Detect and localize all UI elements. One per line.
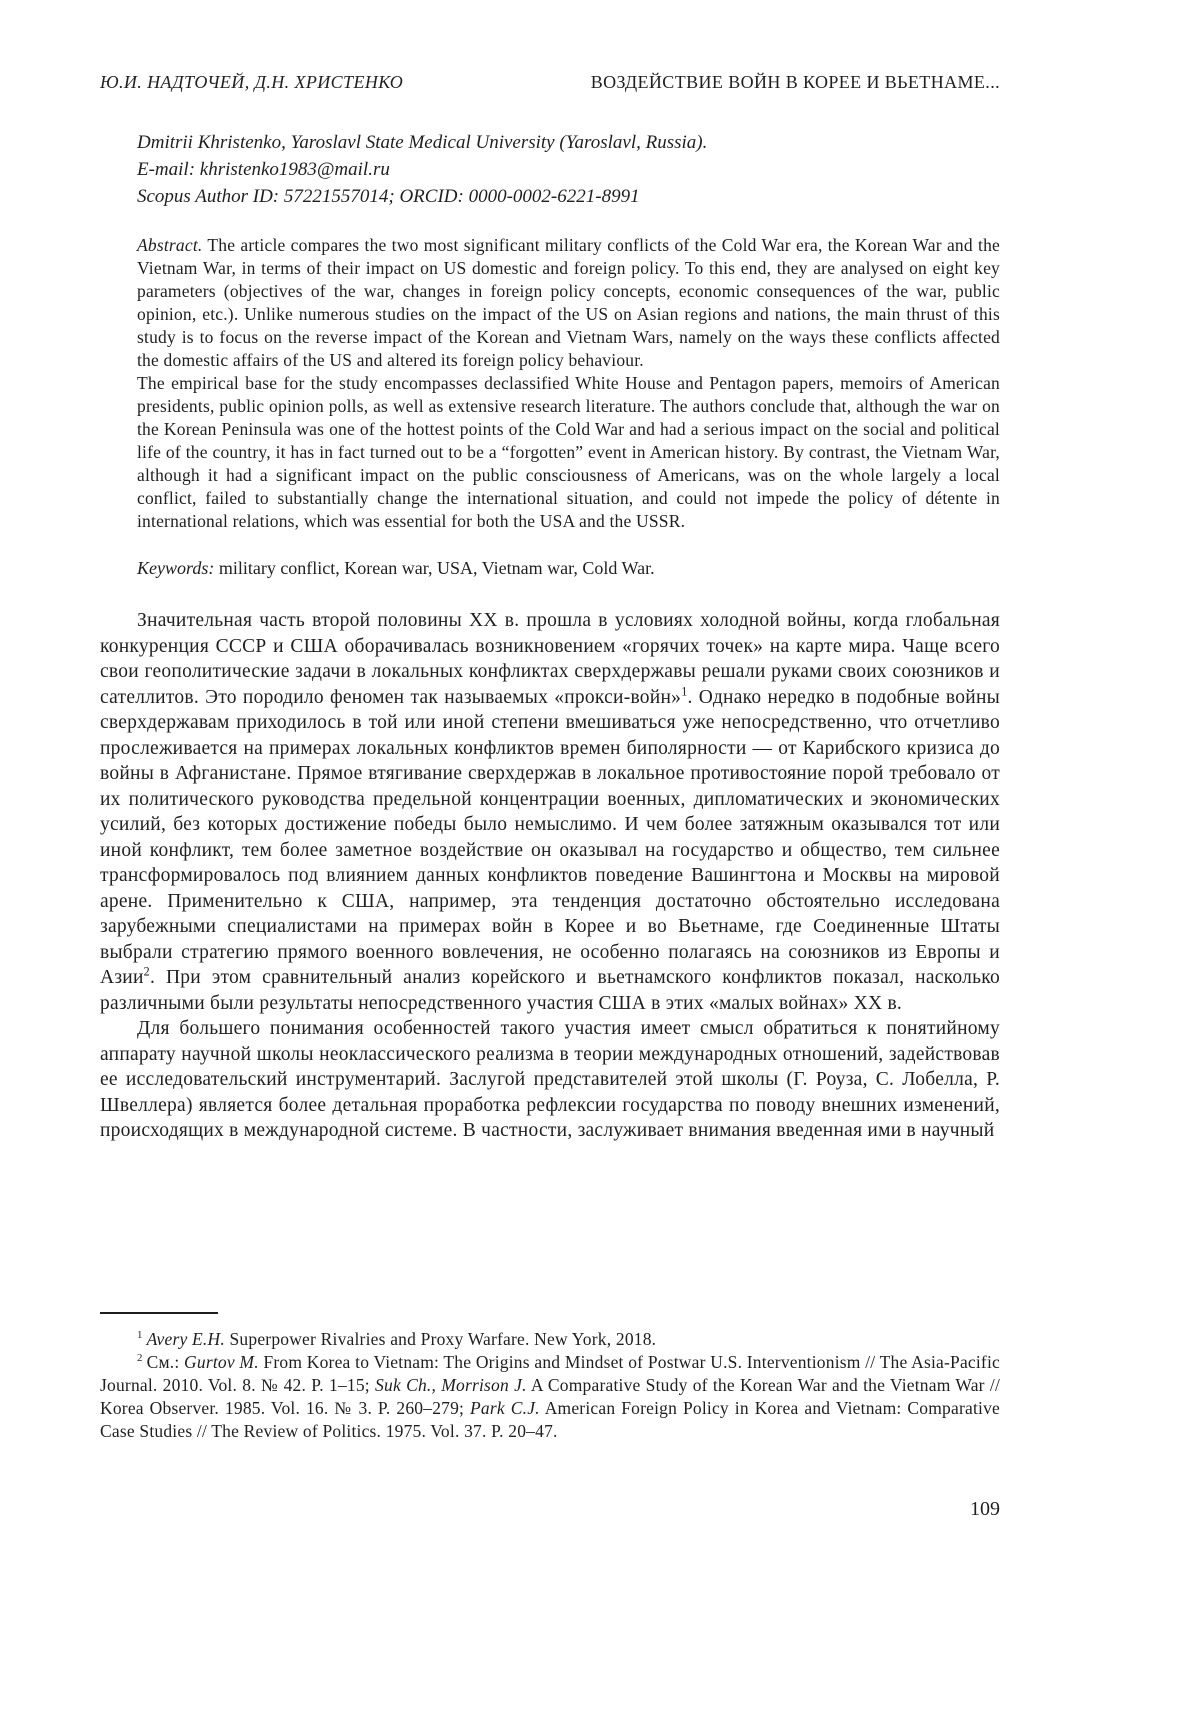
footnote-2-pre: См.: xyxy=(146,1352,185,1372)
keywords-text: military conflict, Korean war, USA, Vietnam war, Cold War. xyxy=(214,558,655,578)
author-affiliation xyxy=(137,129,1000,210)
footnote-1 xyxy=(100,1328,1000,1351)
footnote-ref-1: 1 xyxy=(681,684,688,698)
body-text-segment: . При этом сравнительный анализ корейского и вьетнамского конфликтов показал, насколько различными были результаты непосредственного участия США в этих «малых войнах» XX в. xyxy=(100,967,1000,1014)
author-ids-line: Scopus Author ID: 57221557014; ORCID: 0000-0002-6221-8991 xyxy=(137,186,640,207)
running-head-authors: Ю.И. НАДТОЧЕЙ, Д.Н. ХРИСТЕНКО xyxy=(100,72,404,92)
footnote-1-marker: 1 xyxy=(137,1329,143,1342)
footnote-1-author: Avery E.H. xyxy=(146,1329,225,1349)
body-paragraph-1 xyxy=(100,608,1000,1016)
footnote-2 xyxy=(100,1351,1000,1443)
article-body xyxy=(100,608,1000,1144)
footnotes-section xyxy=(100,1312,1000,1443)
abstract-text-1: The article compares the two most significant military conflicts of the Cold War era, the Korean War and the Vietnam War, in terms of their impact on US domestic and foreign policy. To this end, they are analysed on eight key parameters (objectives of the war, changes in foreign policy concepts, economic consequences of the war, public opinion, etc.). Unlike numerous studies on the impact of the US on Asian regions and nations, the main thrust of this study is to focus on the reverse impact of the Korean and Vietnam Wars, namely on the ways these conflicts affected the domestic affairs of the US and altered its foreign policy behaviour. xyxy=(137,235,1000,370)
footnote-separator xyxy=(100,1312,218,1314)
footnote-2-marker: 2 xyxy=(137,1352,143,1365)
footnote-2-text-1: From Korea to Vietnam: The Origins and Mindset of Postwar U.S. Interventionism // The Asia-Pacific Journal. 2010. Vol. 8. № 42. P. 1–15; xyxy=(100,1352,1000,1395)
body-text-segment: . Однако нередко в подобные войны сверхдержавам приходилось в той или иной степени вмешиваться уже непосредственно, что отчетливо прослеживается на примерах локальных конфликтов времен биполярности — от Карибского кризиса до войны в Афганистане. Прямое втягивание сверхдержав в локальное противостояние порой требовало от их политического руководства предельной концентрации военных, дипломатических и экономических усилий, без которых достижение победы было немыслимо. И чем более затяжным оказывался тот или иной конфликт, тем более заметное воздействие он оказывал на государство и общество, тем сильнее трансформировалось под влиянием данных конфликтов поведение Вашингтона и Москвы на мировой арене. Применительно к США, например, эта тенденция достаточно обстоятельно исследована зарубежными специалистами на примерах войн в Корее и во Вьетнаме, где Соединенные Штаты выбрали стратегию прямого военного вовлечения, не особенно полагаясь на союзников из Европы и Азии xyxy=(100,686,1000,988)
footnote-1-text: Superpower Rivalries and Proxy Warfare. New York, 2018. xyxy=(224,1329,657,1349)
footnote-ref-2: 2 xyxy=(143,964,150,979)
body-text-segment: Значительная часть второй половины XX в. прошла в условиях холодной войны, когда глобальная конкуренция СССР и США оборачивалась возникновением «горячих точек» на карте мира. Чаще всего свои геополитические задачи в локальных конфликтах сверхдержавы решали руками своих союзников и сателлитов. Это породило феномен так называемых «прокси-войн» xyxy=(100,610,1000,708)
footnote-2-text-2: A Comparative Study of the Korean War and the Vietnam War // Korea Observer. 1985. Vol. 16. № 3. P. 260–279; xyxy=(100,1375,1001,1418)
running-head-title: ВОЗДЕЙСТВИЕ ВОЙН В КОРЕЕ И ВЬЕТНАМЕ... xyxy=(590,72,1000,92)
author-email-line: E-mail: khristenko1983@mail.ru xyxy=(137,159,390,180)
page-number: 109 xyxy=(970,1498,1000,1520)
keywords-line xyxy=(137,556,1000,580)
footnote-2-text-3: American Foreign Policy in Korea and Vietnam: Comparative Case Studies // The Review of Politics. 1975. Vol. 37. P. 20–47. xyxy=(100,1398,1000,1441)
keywords-label: Keywords: xyxy=(137,558,215,578)
footnote-2-author-1: Gurtov M. xyxy=(184,1352,259,1372)
abstract-paragraph-2: The empirical base for the study encompasses declassified White House and Pentagon papers, memoirs of American presidents, public opinion polls, as well as extensive research literature. The authors conclude that, although the war on the Korean Peninsula was one of the hottest points of the Cold War and had a serious impact on the social and political life of the country, it has in fact turned out to be a “forgotten” event in American history. By contrast, the Vietnam War, although it had a significant impact on the public consciousness of Americans, was on the whole largely a local conflict, failed to substantially change the international situation, and could not impede the policy of détente in international relations, which was essential for both the USA and the USSR. xyxy=(137,373,1000,531)
abstract-paragraph-1 xyxy=(137,234,1000,372)
footnote-2-author-3: Park C.J. xyxy=(470,1398,540,1418)
author-affiliation-line: Dmitrii Khristenko, Yaroslavl State Medical University (Yaroslavl, Russia). xyxy=(137,132,708,153)
body-paragraph-2: Для большего понимания особенностей такого участия имеет смысл обратиться к понятийному аппарату научной школы неоклассического реализма в теории международных отношений, задействовав ее исследовательский инструментарий. Заслугой представителей этой школы (Г. Роуза, С. Лобелла, Р. Швеллера) является более детальная проработка рефлексии государства по поводу внешних изменений, происходящих в международной системе. В частности, заслуживает внимания введенная ими в научный xyxy=(100,1018,1000,1141)
footnote-2-author-2: Suk Ch., Morrison J. xyxy=(375,1375,527,1395)
running-head xyxy=(100,72,1000,93)
abstract-label: Abstract. xyxy=(137,235,203,255)
abstract-section xyxy=(137,234,1000,533)
